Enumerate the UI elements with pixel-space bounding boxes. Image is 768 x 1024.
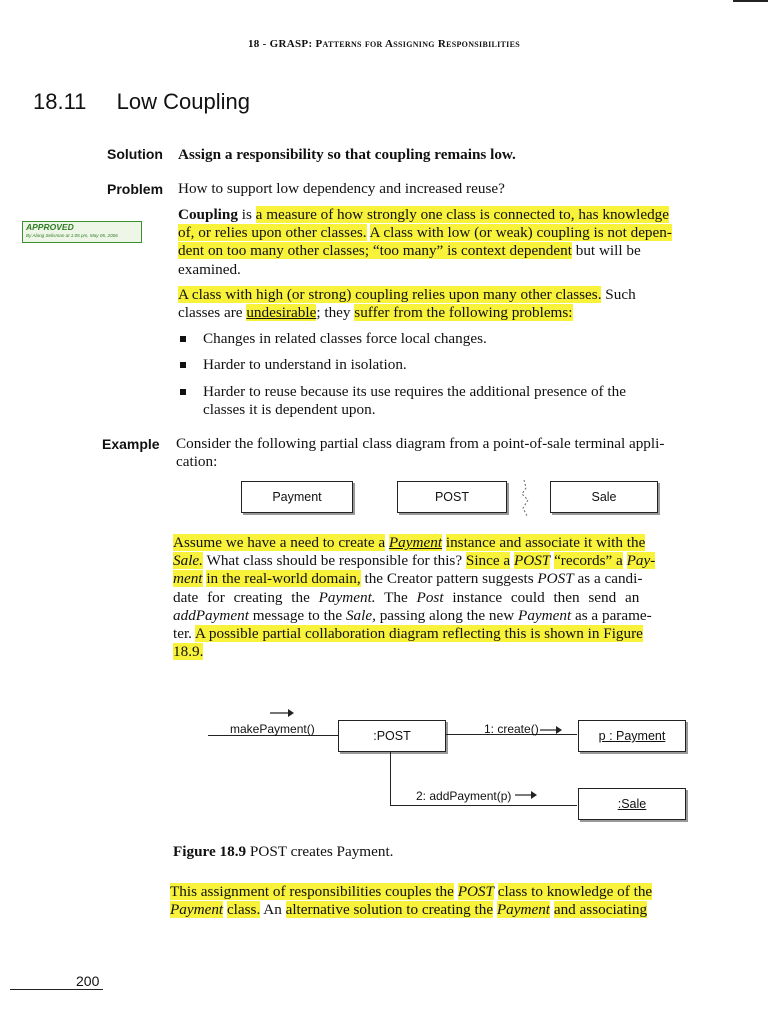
- arrow-right-icon: [540, 725, 562, 735]
- highlight: alternative solution to creating the: [285, 901, 494, 919]
- highlight: Payment: [496, 901, 551, 919]
- highlight: Since a: [465, 552, 511, 570]
- object-box-sale: :Sale: [578, 788, 686, 820]
- highlight: POST: [513, 552, 551, 570]
- figure-label: Figure 18.9: [173, 843, 247, 860]
- highlight: and associating: [553, 901, 648, 919]
- association-scribble: [512, 478, 542, 520]
- highlight: dent on too many other classes; “too many” is context dependent: [178, 242, 572, 260]
- highlight: instance and associate it with the: [445, 534, 646, 551]
- solution-label: Solution: [107, 146, 163, 162]
- object-box-post: :POST: [338, 720, 446, 752]
- highlight: in the real-world domain,: [206, 570, 361, 588]
- bullet-marker: [180, 362, 186, 368]
- example-text: Consider the following partial class diagram from a point-of-sale terminal appli- cation:: [176, 435, 665, 471]
- page-number: 200: [76, 973, 100, 989]
- highlight: This assignment of responsibilities couples the: [170, 883, 454, 900]
- message-make-payment: makePayment(): [230, 722, 315, 736]
- highlight: suffer from the following problems:: [354, 304, 573, 322]
- connector-line: [390, 805, 577, 806]
- example-label: Example: [102, 436, 160, 452]
- highlight: 18.9.: [173, 643, 204, 661]
- problem-label: Problem: [107, 181, 164, 197]
- bullet-item-continuation: classes it is dependent upon.: [203, 401, 376, 418]
- coupling-term: Coupling: [178, 206, 238, 223]
- object-box-payment: p : Payment: [578, 720, 686, 752]
- highlight: of, or relies upon other classes.: [178, 224, 367, 242]
- coupling-paragraph: Coupling is a measure of how strongly one class is connected to, has knowledge of, or relies upon other classes. A class with low (or weak) coupling is not depen- dent on too many other classes; “too many” is context dependent but will be examined.: [178, 206, 672, 278]
- assume-paragraph: Assume we have a need to create a Payment instance and associate it with the Sale. What class should be responsible for this? Since a POST “records” a Pay- ment in the real-world domain, the Creator pattern suggests POST as a candi- date for creating the Payment. The Post instance could then send an addPayment message to the Sale, passing along the new Payment as a parame- ter. A possible partial collaboration diagram reflecting this is shown in Figure 18.9.: [173, 534, 656, 661]
- highlight: class.: [226, 901, 261, 919]
- class-box-payment: Payment: [241, 481, 353, 513]
- highlight: POST: [457, 883, 494, 900]
- footer-rule: [10, 989, 103, 990]
- arrow-right-icon: [515, 790, 537, 800]
- bullet-marker: [180, 389, 186, 395]
- bullet-item: Changes in related classes force local changes.: [203, 330, 487, 347]
- running-header: 18 - GRASP: Patterns for Assigning Responsibilities: [248, 38, 520, 50]
- stamp-title: APPROVED: [26, 222, 74, 232]
- class-box-post: POST: [397, 481, 507, 513]
- section-title: Low Coupling: [116, 89, 250, 114]
- closing-paragraph: This assignment of responsibilities couples the POST class to knowledge of the Payment class. An alternative solution to creating the Payment and associating: [170, 883, 653, 919]
- problem-text: How to support low dependency and increased reuse?: [178, 180, 505, 197]
- figure-caption-text: POST creates Payment.: [249, 843, 394, 860]
- connector-line: [390, 751, 391, 805]
- highlight: ment: [173, 570, 203, 588]
- highlight: undesirable: [246, 304, 317, 322]
- highlight: “records” a: [554, 552, 623, 570]
- approved-stamp: [22, 221, 142, 243]
- high-coupling-paragraph: A class with high (or strong) coupling relies upon many other classes. Such classes are undesirable; they suffer from the following problems:: [178, 286, 636, 322]
- figure-caption: [173, 843, 393, 861]
- message-add-payment: 2: addPayment(p): [416, 789, 512, 803]
- section-number: 18.11: [33, 89, 87, 114]
- highlight: A class with high (or strong) coupling relies upon many other classes.: [178, 286, 602, 303]
- highlight: Sale.: [173, 552, 203, 570]
- stamp-subtitle: By Alang Selisman at 1:05 pm, May 05, 2006: [26, 233, 118, 238]
- class-box-sale: Sale: [550, 481, 658, 513]
- solution-text: Assign a responsibility so that coupling remains low.: [178, 146, 516, 163]
- highlight: Assume we have a need to create a: [173, 534, 386, 551]
- highlight: class to knowledge of the: [497, 883, 653, 900]
- top-rule: [733, 0, 768, 2]
- bullet-item: Harder to understand in isolation.: [203, 356, 407, 373]
- highlight: Pay-: [626, 552, 656, 570]
- highlight: Payment: [388, 534, 443, 551]
- message-create: 1: create(): [484, 722, 539, 736]
- highlight: A possible partial collaboration diagram reflecting this is shown in Figure: [194, 625, 643, 643]
- bullet-marker: [180, 336, 186, 342]
- highlight: A class with low (or weak) coupling is not depen-: [369, 224, 672, 242]
- bullet-item: Harder to reuse because its use requires the additional presence of the: [203, 383, 626, 400]
- highlight: Payment: [170, 901, 224, 919]
- arrow-right-icon: [270, 708, 294, 718]
- highlight: a measure of how strongly one class is connected to, has knowledge: [255, 206, 669, 223]
- section-heading: [33, 89, 250, 115]
